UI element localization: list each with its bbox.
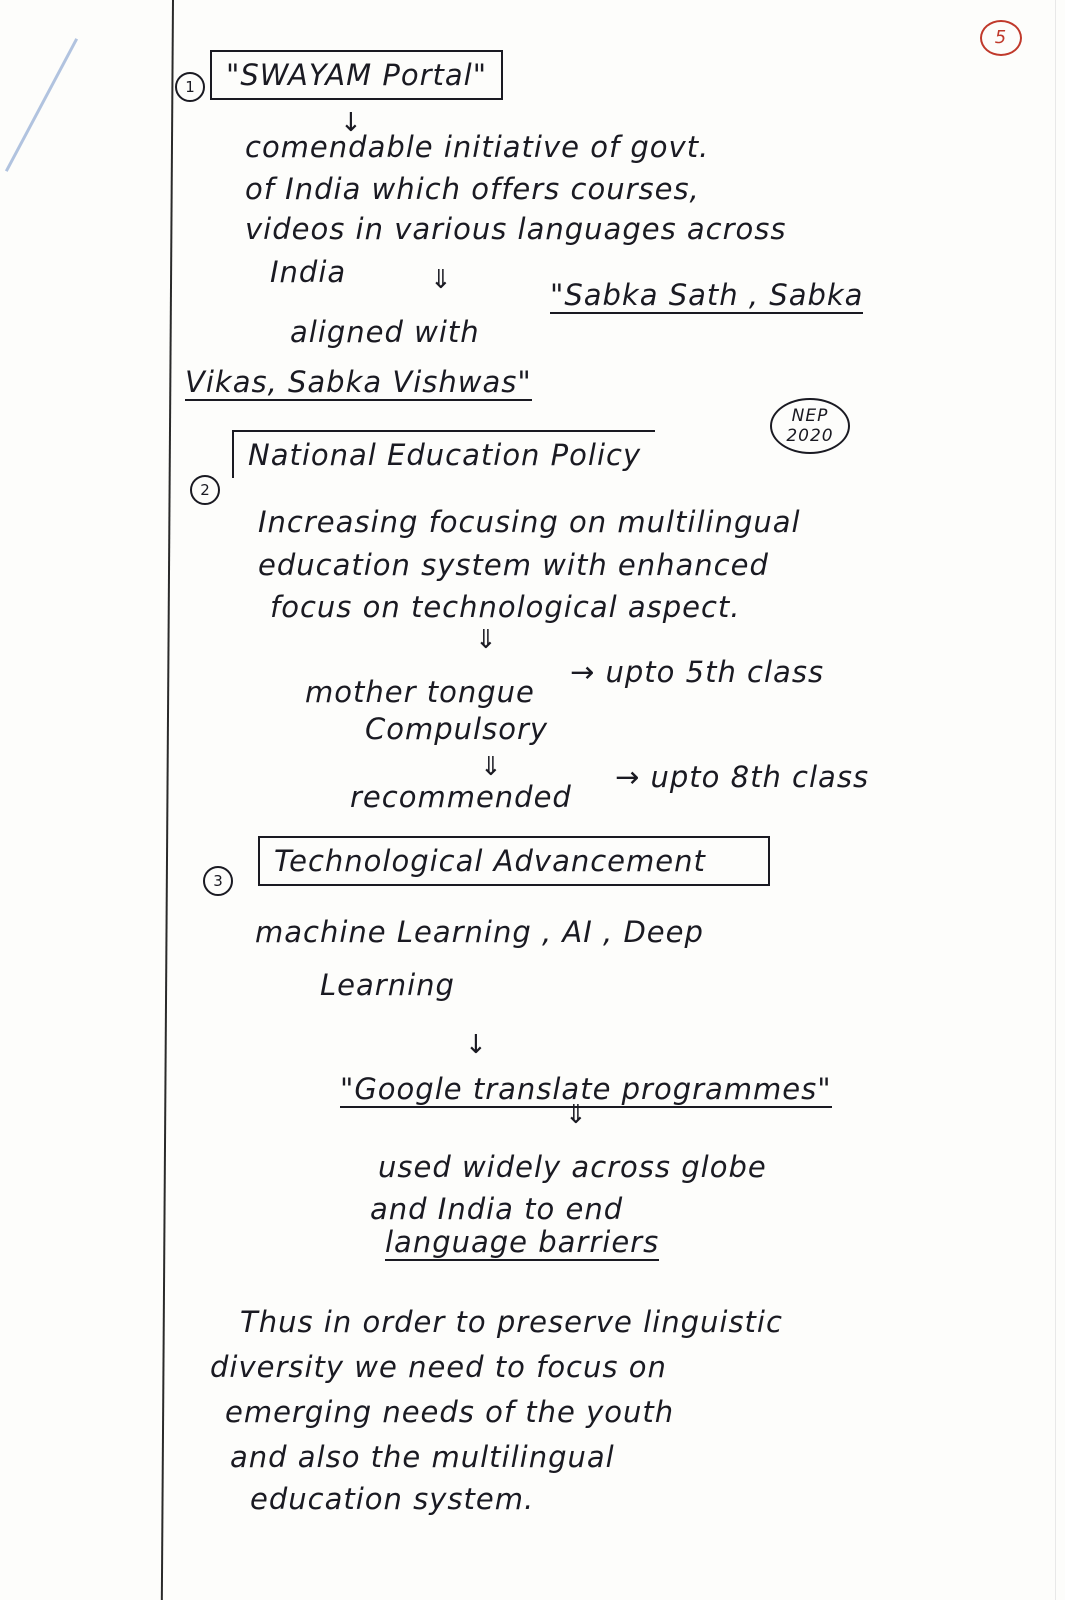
conclusion-line-2: diversity we need to focus on xyxy=(210,1350,667,1384)
conclusion-line-4: and also the multilingual xyxy=(230,1440,615,1474)
section-number-3: 3 xyxy=(203,866,233,896)
nep-badge xyxy=(770,398,850,454)
section-number-2: 2 xyxy=(190,475,220,505)
section1-heading: "SWAYAM Portal" xyxy=(210,50,503,100)
nep-badge-line-1: NEP xyxy=(791,406,829,426)
aligned-with: aligned with xyxy=(290,315,480,349)
section3-used-line-2: and India to end xyxy=(370,1192,624,1226)
upto-5th-class: → upto 5th class xyxy=(570,655,825,689)
section3-arrow: ↓ xyxy=(465,1030,487,1060)
section1-line-4: India xyxy=(270,255,347,289)
section3-down-arrow: ⇓ xyxy=(565,1100,587,1130)
conclusion-line-3: emerging needs of the youth xyxy=(225,1395,675,1429)
section1-down-arrow: ⇓ xyxy=(430,265,452,295)
mother-tongue: mother tongue xyxy=(305,675,535,709)
slogan-line-2: Vikas, Sabka Vishwas" xyxy=(185,365,532,399)
section1-line-3: videos in various languages across xyxy=(245,212,787,246)
section1-line-2: of India which offers courses, xyxy=(245,172,700,206)
recommended: recommended xyxy=(350,780,572,814)
compulsory: Compulsory xyxy=(365,712,549,746)
section1-line-1: comendable initiative of govt. xyxy=(245,130,710,164)
section2-line-2: education system with enhanced xyxy=(258,548,769,582)
section-number-1: 1 xyxy=(175,72,205,102)
page-edge xyxy=(1055,0,1056,1600)
section2-down-arrow: ⇓ xyxy=(475,625,497,655)
section3-used-line-1: used widely across globe xyxy=(378,1150,767,1184)
section2-down-arrow-2: ⇓ xyxy=(480,752,502,782)
section3-line-1: machine Learning , AI , Deep xyxy=(255,915,704,949)
language-barriers: language barriers xyxy=(385,1225,660,1259)
upto-8th-class: → upto 8th class xyxy=(615,760,870,794)
section2-line-3: focus on technological aspect. xyxy=(270,590,741,624)
section3-line-2: Learning xyxy=(320,968,455,1002)
nep-badge-line-2: 2020 xyxy=(786,426,834,446)
section2-heading: National Education Policy xyxy=(232,430,655,478)
section3-heading: Technological Advancement xyxy=(258,836,770,886)
conclusion-line-5: education system. xyxy=(250,1482,535,1516)
margin-line xyxy=(161,0,174,1600)
page-number: 5 xyxy=(980,20,1022,56)
google-translate-text: "Google translate programmes" xyxy=(340,1072,832,1106)
conclusion-line-1: Thus in order to preserve linguistic xyxy=(240,1305,783,1339)
slogan-line-1: "Sabka Sath , Sabka xyxy=(550,278,864,312)
pen-stroke-decoration xyxy=(5,38,78,172)
section2-line-1: Increasing focusing on multilingual xyxy=(258,505,801,539)
section1-arrow: ↓ xyxy=(340,108,362,138)
